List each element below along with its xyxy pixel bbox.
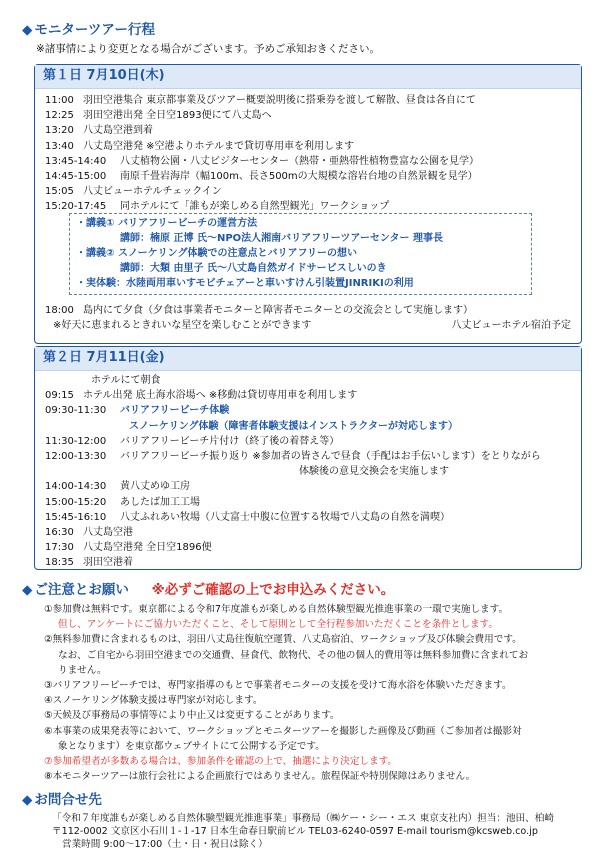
day2-schedule-row	[45, 464, 581, 479]
breakfast-row: ホテルにて朝食	[91, 375, 161, 387]
day2-schedule-row	[45, 540, 581, 555]
schedule-time: 14:45-15:00	[45, 171, 107, 183]
schedule-text: 羽田空港出発 全日空1893便にて八丈島へ	[83, 110, 272, 122]
contact-info	[52, 813, 554, 852]
notice-item: ⑧本モニターツアーは旅行会社による企画旅行ではありません。旅程保証や特別保障はありません。	[44, 771, 476, 783]
schedule-time: 11:00	[45, 95, 74, 107]
schedule-time: 13:20	[45, 125, 74, 137]
schedule-text: 八丈植物公園・八丈ビジターセンター（熱帯・亜熱帯性植物豊富な公園を見学）	[120, 155, 479, 167]
schedule-text: 羽田空港着	[83, 557, 133, 569]
notice-item: ⑦参加希望者が多数ある場合は、参加条件を確認の上で、抽選により決定します。	[44, 755, 398, 767]
contact-title: ◆ お問合せ先	[22, 792, 102, 808]
schedule-time: 17:30	[45, 542, 74, 554]
hotel-note: 八丈ビューホテル宿泊予定	[451, 320, 571, 332]
day2-schedule-row	[45, 479, 581, 494]
day2-schedule	[35, 371, 581, 570]
schedule-text: 体験後の意見交換会を実施します	[299, 466, 449, 478]
dinner-text: 島内にて夕食（夕食は事業者モニターと障害者モニターとの交流会として実施します）	[83, 305, 473, 317]
notice-warning: ※必ずご確認の上でお申込みください。	[151, 582, 395, 598]
day2-header: 第２日 7月11日(金)	[35, 347, 581, 371]
day1-box	[34, 64, 582, 344]
schedule-text: 同ホテルにて「誰もが楽しめる自然型観光」ワークショップ	[120, 201, 390, 213]
notice-item: ③バリアフリービーチでは、専門家指導のもとで事業者モニターの支援を受けて海水浴を体験いただきます。	[44, 679, 512, 691]
schedule-text: バリアフリービーチ体験	[120, 405, 230, 417]
schedule-text: 八丈島空港発 ※空港よりホテルまで貸切専用車を利用します	[83, 140, 355, 152]
schedule-text: 南原千畳岩海岸（幅100m、長さ500mの大規模な溶岩台地の自然景観を見学）	[120, 171, 478, 183]
lecture-box	[69, 213, 532, 295]
notice-item: ②無料参加費に含まれるものは、羽田八丈島往復航空運賃、八丈島宿泊、ワークショップ及び体験会費用です。	[44, 634, 522, 646]
day1-schedule-row	[45, 154, 581, 169]
schedule-time: 15:45-16:10	[45, 511, 107, 523]
day2-schedule-row	[45, 555, 581, 570]
schedule-text: スノーケリング体験（障害者体験支援はインストラクターが対応します）	[129, 420, 458, 432]
schedule-time: 15:00-15:20	[45, 496, 107, 508]
schedule-time: 15:05	[45, 186, 74, 198]
day1-dinner-row	[45, 303, 473, 318]
day1-schedule-row	[45, 184, 581, 199]
schedule-text: 八丈ビューホテルチェックイン	[83, 186, 222, 198]
schedule-text: バリアフリービーチ振り返り ※参加者の皆さんで昼食（手配はお手伝いします）をとりながら	[120, 451, 541, 463]
schedule-text: ホテル出発 底土海水浴場へ ※移動は貸切専用車を利用します	[83, 390, 358, 402]
schedule-time: 13:45-14:40	[45, 155, 107, 167]
notice-item: ⑥本事業の成果発表等において、ワークショップとモニターツアーを撮影した画像及び動画（ご参加者は撮影対	[44, 725, 522, 737]
schedule-time: 09:30-11:30	[45, 405, 107, 417]
day2-schedule-row	[45, 495, 581, 510]
schedule-time: 14:00-14:30	[45, 481, 107, 493]
schedule-time: 12:25	[45, 110, 74, 122]
notice-item: りません。	[58, 664, 107, 676]
day1-schedule-row	[45, 169, 581, 184]
change-note: ※諸事情により変更となる場合がございます。予めご承知おきください。	[36, 43, 380, 55]
schedule-time: 18:35	[45, 557, 74, 569]
notice-item: ①参加費は無料です。東京都による令和7年度誰もが楽しめる自然体験型観光推進事業の一環で実施します。	[44, 604, 509, 615]
notice-list	[44, 604, 584, 786]
diamond-icon: ◆	[22, 22, 33, 38]
day1-schedule-row	[45, 108, 581, 123]
lecture-1: ・講義① バリアフリービーチの運営方法	[76, 218, 258, 229]
schedule-text: 黄八丈めゆ工房	[120, 481, 190, 493]
notice-item: 象となります）を東京都ウェブサイトにて公開する予定です。	[58, 740, 325, 752]
contact-office: 「令和７年度誰もが楽しめる自然体験型観光推進事業」事務局（㈱ケー・シー・エス 東京支社内）担当：池田、柏崎	[52, 813, 554, 824]
day2-schedule-row	[45, 449, 581, 464]
hands-on: ・実体験：水陸両用車いすモビチェアーと車いすけん引装置JINRIKIの利用	[76, 278, 414, 289]
day2-box	[34, 346, 582, 570]
schedule-text: 八丈ふれあい牧場（八丈富士中腹に位置する牧場で八丈島の自然を満喫）	[120, 511, 450, 523]
day1-schedule-row	[45, 93, 581, 108]
day1-header: 第１日 7月10日(木)	[35, 65, 581, 89]
day2-schedule-row	[45, 403, 581, 418]
schedule-time: 12:00-13:30	[45, 451, 107, 463]
day1-schedule	[35, 89, 581, 215]
schedule-text: 八丈島空港	[83, 526, 133, 538]
schedule-text: バリアフリービーチ片付け（終了後の着替え等）	[120, 435, 340, 447]
schedule-time: 16:30	[45, 526, 74, 538]
schedule-text: あしたば加工工場	[120, 496, 200, 508]
schedule-time: 15:20-17:45	[45, 201, 107, 213]
notice-item: なお、ご自宅から羽田空港までの交通費、昼食代、飲物代、その他の個人的費用等は無料参加費に含まれてお	[58, 649, 529, 661]
schedule-text: 八丈島空港発 全日空1896便	[83, 542, 212, 554]
day2-schedule-row	[45, 419, 581, 434]
lecturer-1: 講師：楠原 正博 氏～NPO法人湘南バリアフリーツアーセンター 理事長	[120, 233, 443, 244]
day2-schedule-row	[45, 525, 581, 540]
lecturer-2: 講師：大類 由里子 氏～八丈島自然ガイドサービスしいのき	[120, 263, 387, 274]
diamond-icon: ◆	[22, 582, 33, 598]
day2-schedule-row	[45, 510, 581, 525]
contact-hours: 営業時間 9:00～17:00（土・日・祝日は除く）	[62, 839, 268, 850]
schedule-text: 八丈島空港到着	[83, 125, 153, 137]
notice-item: ④スノーケリング体験支援は専門家が対応します。	[44, 695, 263, 707]
day1-schedule-row	[45, 123, 581, 138]
contact-address: 〒112-0002 文京区小石川１-１-17 日本生命春日駅前ビル TEL03-6240-0597 E-mail tourism@kcsweb.co.jp	[52, 826, 538, 837]
schedule-time: 11:30-12:00	[45, 435, 107, 447]
day2-schedule-row	[45, 434, 581, 449]
stars-note: ※好天に恵まれるときれいな星空を楽しむことができます	[53, 320, 312, 332]
notice-item: ⑤天候及び事務局の事情等により中止又は変更することがあります。	[44, 710, 340, 722]
tour-title: ◆ モニターツアー行程	[22, 22, 155, 38]
schedule-time: 09:15	[45, 390, 74, 402]
day1-schedule-row	[45, 139, 581, 154]
notice-title: ◆ ご注意とお願い ※必ずご確認の上でお申込みください。	[22, 582, 395, 598]
diamond-icon: ◆	[22, 792, 33, 808]
schedule-text: 羽田空港集合 東京都事業及びツアー概要説明後に搭乗券を渡して解散、昼食は各自にて	[83, 95, 476, 107]
lecture-2: ・講義② スノーケリング体験での注意点とバリアフリーの想い	[76, 248, 358, 259]
schedule-time: 13:40	[45, 140, 74, 152]
notice-item: 但し、アンケートにご協力いただくこと、そして原則として全行程参加いただくことを条件とします。	[58, 619, 498, 631]
dinner-time: 18:00	[45, 305, 74, 317]
day2-schedule-row	[45, 388, 581, 403]
